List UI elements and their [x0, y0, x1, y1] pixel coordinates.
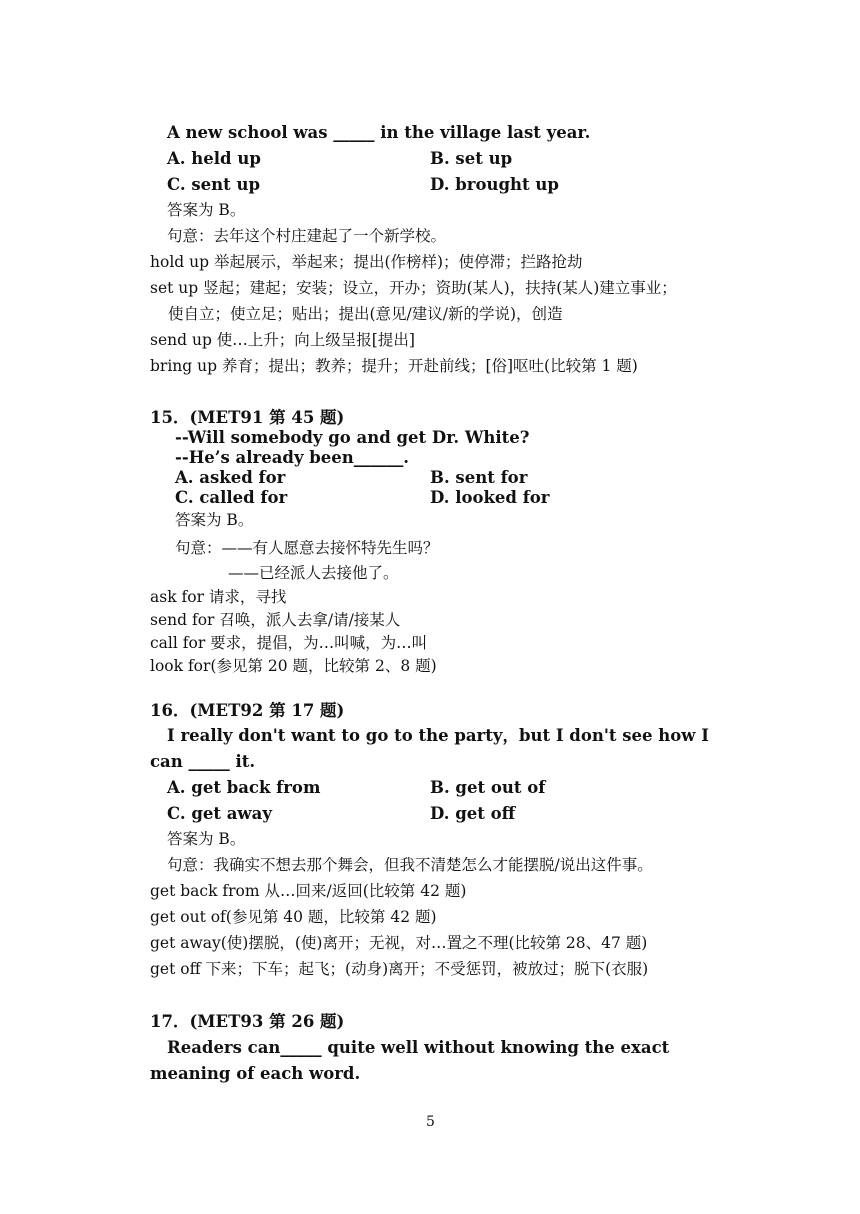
q14-answer: 答案为 B。: [167, 201, 246, 219]
q15-option-a: A. asked for: [175, 468, 286, 487]
q14-note: set up 竖起；建起；安装；设立，开办；资助(某人)，扶持(某人)建立事业；: [150, 279, 677, 297]
q15-note: look for(参见第 20 题，比较第 2、8 题): [150, 657, 437, 675]
q14-option-a: A. held up: [167, 149, 261, 168]
q15-note: send for 召唤，派人去拿/请/接某人: [150, 611, 401, 629]
q14-option-b: B. set up: [430, 149, 513, 168]
q15-line-2: --He’s already been______.: [175, 448, 410, 467]
q15-option-c: C. called for: [175, 488, 288, 507]
page-number: 5: [426, 1114, 435, 1130]
q16-option-b: B. get out of: [430, 778, 546, 797]
q17-title: 17．(MET93 第 26 题): [150, 1012, 345, 1031]
q17-stem-1: Readers can_____ quite well without knowing the exact: [167, 1038, 670, 1057]
q14-note: 使自立；使立足；贴出；提出(意见/建议/新的学说)，创造: [168, 305, 563, 323]
q14-note: hold up 举起展示，举起来；提出(作榜样)；使停滞；拦路抢劫: [150, 253, 583, 271]
q16-note: get out of(参见第 40 题，比较第 42 题): [150, 908, 437, 926]
q15-answer: 答案为 B。: [175, 511, 254, 529]
q15-line-1: --Will somebody go and get Dr. White?: [175, 428, 530, 447]
q16-option-c: C. get away: [167, 804, 272, 823]
q16-note: get off 下来；下车；起飞；(动身)离开；不受惩罚，被放过；脱下(衣服): [150, 960, 649, 978]
q16-stem-2: can _____ it.: [150, 752, 256, 771]
q14-stem: A new school was _____ in the village last year.: [167, 123, 591, 142]
q15-option-b: B. sent for: [430, 468, 528, 487]
q16-option-a: A. get back from: [167, 778, 321, 797]
q16-answer: 答案为 B。: [167, 830, 246, 848]
q16-option-d: D. get off: [430, 804, 516, 823]
q15-note: call for 要求，提倡，为…叫喊，为…叫: [150, 634, 428, 652]
q14-option-c: C. sent up: [167, 175, 261, 194]
q16-stem-1: I really don't want to go to the party，but I don't see how I: [167, 726, 709, 745]
q14-meaning: 句意：去年这个村庄建起了一个新学校。: [167, 227, 447, 245]
q14-note: send up 使…上升；向上级呈报[提出]: [150, 331, 415, 349]
q15-note: ask for 请求，寻找: [150, 588, 287, 606]
q16-note: get away(使)摆脱，(使)离开；无视，对…置之不理(比较第 28、47 题): [150, 934, 648, 952]
q15-meaning-2: ——已经派人去接他了。: [228, 564, 399, 582]
q16-note: get back from 从…回来/返回(比较第 42 题): [150, 882, 467, 900]
q17-stem-2: meaning of each word.: [150, 1064, 361, 1083]
q14-option-d: D. brought up: [430, 175, 559, 194]
q16-title: 16．(MET92 第 17 题): [150, 701, 345, 720]
q15-option-d: D. looked for: [430, 488, 550, 507]
q16-meaning: 句意：我确实不想去那个舞会，但我不清楚怎么才能摆脱/说出这件事。: [167, 856, 653, 874]
q15-meaning-1: 句意：——有人愿意去接怀特先生吗？: [175, 539, 439, 557]
q15-title: 15．(MET91 第 45 题): [150, 408, 345, 427]
q14-note: bring up 养育；提出；教养；提升；开赴前线；[俗]呕吐(比较第 1 题): [150, 357, 638, 375]
